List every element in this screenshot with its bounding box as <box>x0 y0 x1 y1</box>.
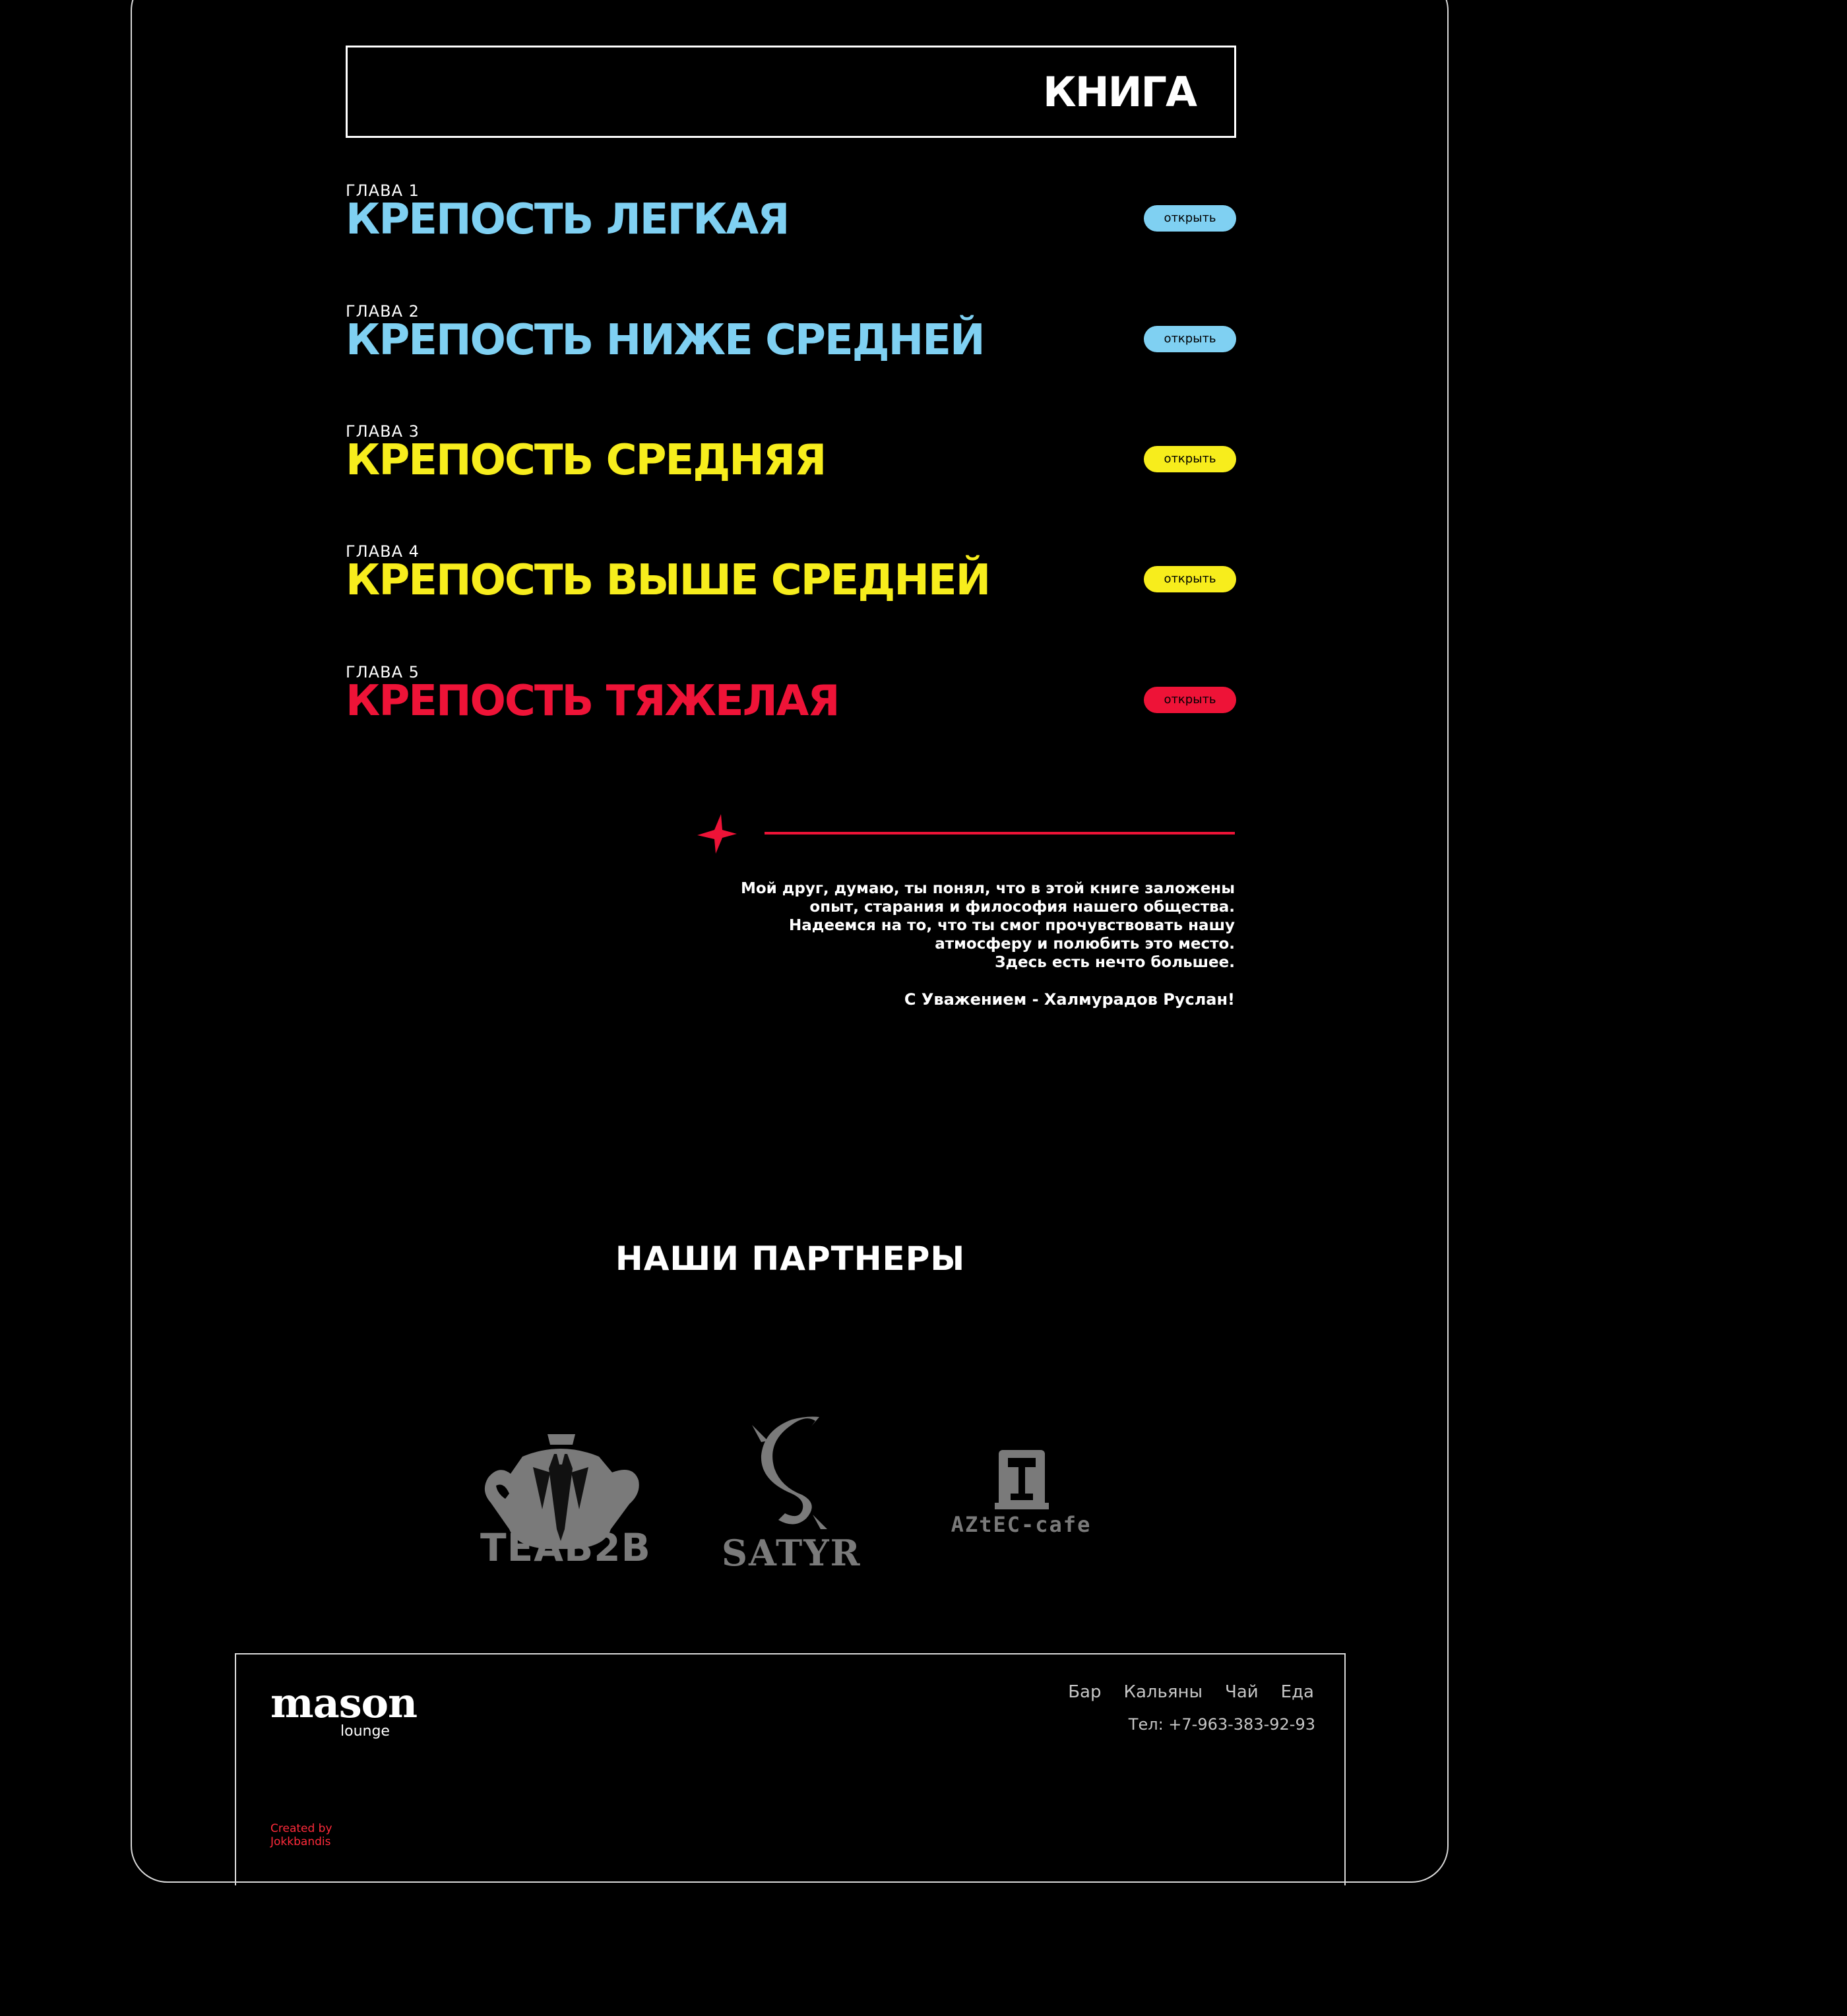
chapter-3 <box>346 422 1236 488</box>
chapter-1 <box>346 181 1236 247</box>
open-chapter-2-button[interactable]: открыть <box>1144 326 1236 352</box>
message-line: Здесь есть нечто большее. <box>995 954 1235 971</box>
chapter-title: КРЕПОСТЬ СРЕДНЯЯ <box>346 436 826 485</box>
chapter-5 <box>346 663 1236 729</box>
footer-nav-hookahs[interactable]: Кальяны <box>1123 1682 1203 1702</box>
chapter-label: ГЛАВА 1 <box>346 181 420 200</box>
message-line: опыт, старания и философия нашего общества. <box>809 898 1235 916</box>
open-chapter-3-button[interactable]: открыть <box>1144 446 1236 472</box>
partner-teab2b[interactable] <box>476 1430 651 1570</box>
chapter-label: ГЛАВА 2 <box>346 302 420 321</box>
footer-nav-tea[interactable]: Чай <box>1225 1682 1259 1702</box>
partner-aztec-cafe[interactable] <box>942 1449 1100 1537</box>
partner-name: AZtEC-cafe <box>951 1512 1092 1537</box>
brand-logo[interactable]: mason <box>270 1679 418 1727</box>
star-icon <box>696 813 738 855</box>
chapter-4 <box>346 542 1236 608</box>
book-title: КНИГА <box>1043 68 1196 116</box>
open-chapter-5-button[interactable]: открыть <box>1144 687 1236 713</box>
chapter-label: ГЛАВА 4 <box>346 542 420 561</box>
chapter-title: КРЕПОСТЬ ВЫШЕ СРЕДНЕЙ <box>346 556 990 605</box>
partners-title: НАШИ ПАРТНЕРЫ <box>615 1240 966 1278</box>
chapter-title: КРЕПОСТЬ ЛЕГКАЯ <box>346 195 789 244</box>
message-line: Надеемся на то, что ты смог прочувствовать нашу <box>789 917 1235 934</box>
divider-line <box>765 832 1235 835</box>
credit-text[interactable] <box>270 1822 332 1848</box>
footer-nav <box>1068 1682 1314 1702</box>
footer-phone[interactable]: Тел: +7-963-383-92-93 <box>1128 1715 1315 1734</box>
chapter-title: КРЕПОСТЬ НИЖЕ СРЕДНЕЙ <box>346 316 984 365</box>
aztec-idol-icon <box>942 1449 1100 1512</box>
author-signature: С Уважением - Халмурадов Руслан! <box>904 990 1235 1009</box>
credit-line: Created by <box>270 1822 332 1835</box>
chapter-title: КРЕПОСТЬ ТЯЖЕЛАЯ <box>346 677 839 726</box>
chapter-2 <box>346 302 1236 368</box>
partner-name: SATYR <box>722 1532 861 1574</box>
footer <box>235 1653 1346 1885</box>
message-line: Мой друг, думаю, ты понял, что в этой книге заложены <box>740 880 1235 897</box>
partner-name: TEAB2B <box>480 1525 651 1570</box>
satyr-s-icon <box>728 1416 847 1536</box>
open-chapter-1-button[interactable]: открыть <box>1144 205 1236 232</box>
brand-logo-subtitle: lounge <box>340 1723 390 1740</box>
book-header <box>346 46 1236 138</box>
chapter-label: ГЛАВА 5 <box>346 663 420 681</box>
open-chapter-4-button[interactable]: открыть <box>1144 566 1236 592</box>
message-line: атмосферу и полюбить это место. <box>935 935 1235 953</box>
footer-nav-bar[interactable]: Бар <box>1068 1682 1102 1702</box>
author-message <box>641 879 1235 972</box>
credit-line: Jokkbandis <box>270 1835 331 1848</box>
partner-satyr[interactable] <box>722 1416 861 1574</box>
footer-nav-food[interactable]: Еда <box>1280 1682 1314 1702</box>
chapter-label: ГЛАВА 3 <box>346 422 420 441</box>
